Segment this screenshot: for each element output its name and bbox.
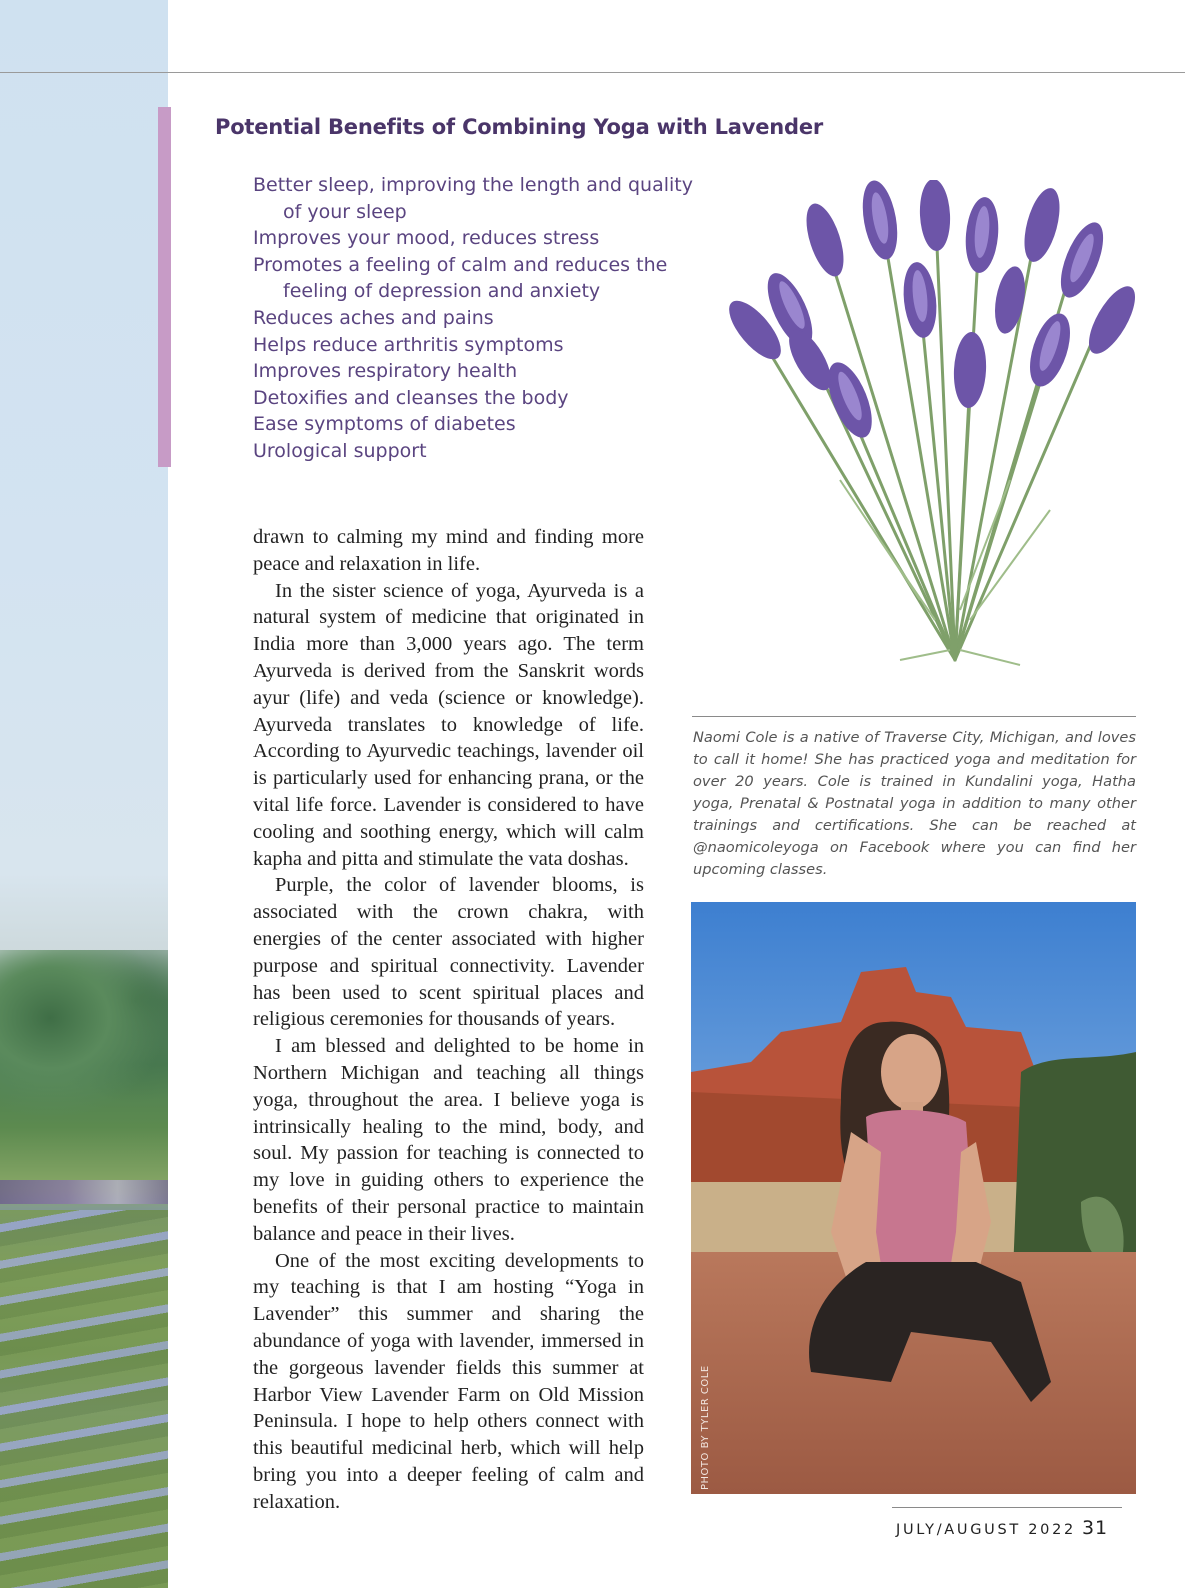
author-bio: Naomi Cole is a native of Traverse City, Michigan, and loves to call it home! She has practiced yoga and meditation for over 20 years. Cole is trained in Kundalini yoga, Hatha yoga, Prenatal & Postnatal yoga in addition to many other trainings and certifications. She can be reached at @naomicoleyoga on Facebook where you can find her upcoming classes. (693, 729, 1136, 878)
sidebar-accent-bar (158, 107, 171, 467)
sidebar-title: Potential Benefits of Combining Yoga with Lavender (215, 115, 824, 139)
author-photo (691, 902, 1136, 1494)
article-body (253, 524, 644, 1515)
lavender-field-photo-strip (0, 0, 168, 1588)
article-paragraph: I am blessed and delighted to be home in Northern Michigan and teaching all things yoga, throughout the area. I believe yoga is intrinsically healing to the mind, body, and soul. My passion for teaching is connected to my love in guiding others to experience the benefits of their personal practice to maintain balance and peace in their lives. (253, 1035, 644, 1245)
lavender-bouquet-image (720, 180, 1140, 680)
photo-credit: PHOTO BY TYLER COLE (700, 1365, 711, 1490)
benefit-item: Detoxifies and cleanses the body (253, 386, 569, 409)
tree-line (0, 950, 168, 1120)
benefits-list (253, 172, 713, 465)
yoga-mats (0, 1180, 168, 1204)
footer-rule (892, 1507, 1122, 1508)
benefit-item: Ease symptoms of diabetes (253, 413, 516, 436)
benefit-item: Improves your mood, reduces stress (253, 227, 600, 250)
lavender-rows (0, 1210, 168, 1588)
benefit-item: Promotes a feeling of calm and reduces the feeling of depression and anxiety (253, 253, 668, 303)
article-paragraph: One of the most exciting developments to my teaching is that I am hosting “Yoga in Lavender” this summer and sharing the abundance of yoga with lavender, immersed in the gorgeous lavender fields this summer at Harbor View Lavender Farm on Old Mission Peninsula. I hope to help others connect with this beautiful medicinal herb, which will help bring you into a deeper feeling of calm and relaxation. (253, 1249, 644, 1513)
header-rule (0, 72, 1185, 73)
issue-date: JULY/AUGUST 2022 (896, 1522, 1076, 1538)
benefit-item: Reduces aches and pains (253, 306, 494, 329)
bio-rule (692, 716, 1136, 717)
benefit-item: Urological support (253, 439, 427, 462)
page-number: 31 (1081, 1517, 1109, 1539)
page-footer (896, 1517, 1108, 1539)
benefit-item: Better sleep, improving the length and quality of your sleep (253, 174, 693, 223)
article-paragraph: In the sister science of yoga, Ayurveda is a natural system of medicine that originated in India more than 3,000 years ago. The term Ayurveda is derived from the Sanskrit words ayur (life) and veda (science or knowledge). Ayurveda translates to knowledge of life. According to Ayurvedic teachings, lavender oil is particularly used for enhancing prana, or the vital life force. Lavender is considered to have cooling and soothing energy, which will calm kapha and pitta and stimulate the vata doshas. (253, 579, 644, 870)
article-paragraph: Purple, the color of lavender blooms, is associated with the crown chakra, with energies of the center associated with higher purpose and spiritual connectivity. Lavender has been used to scent spiritual places and religious ceremonies for thousands of years. (253, 874, 644, 1031)
benefit-item: Helps reduce arthritis symptoms (253, 333, 564, 356)
article-paragraph: drawn to calming my mind and finding more peace and relaxation in life. (253, 526, 644, 575)
benefit-item: Improves respiratory health (253, 360, 518, 383)
